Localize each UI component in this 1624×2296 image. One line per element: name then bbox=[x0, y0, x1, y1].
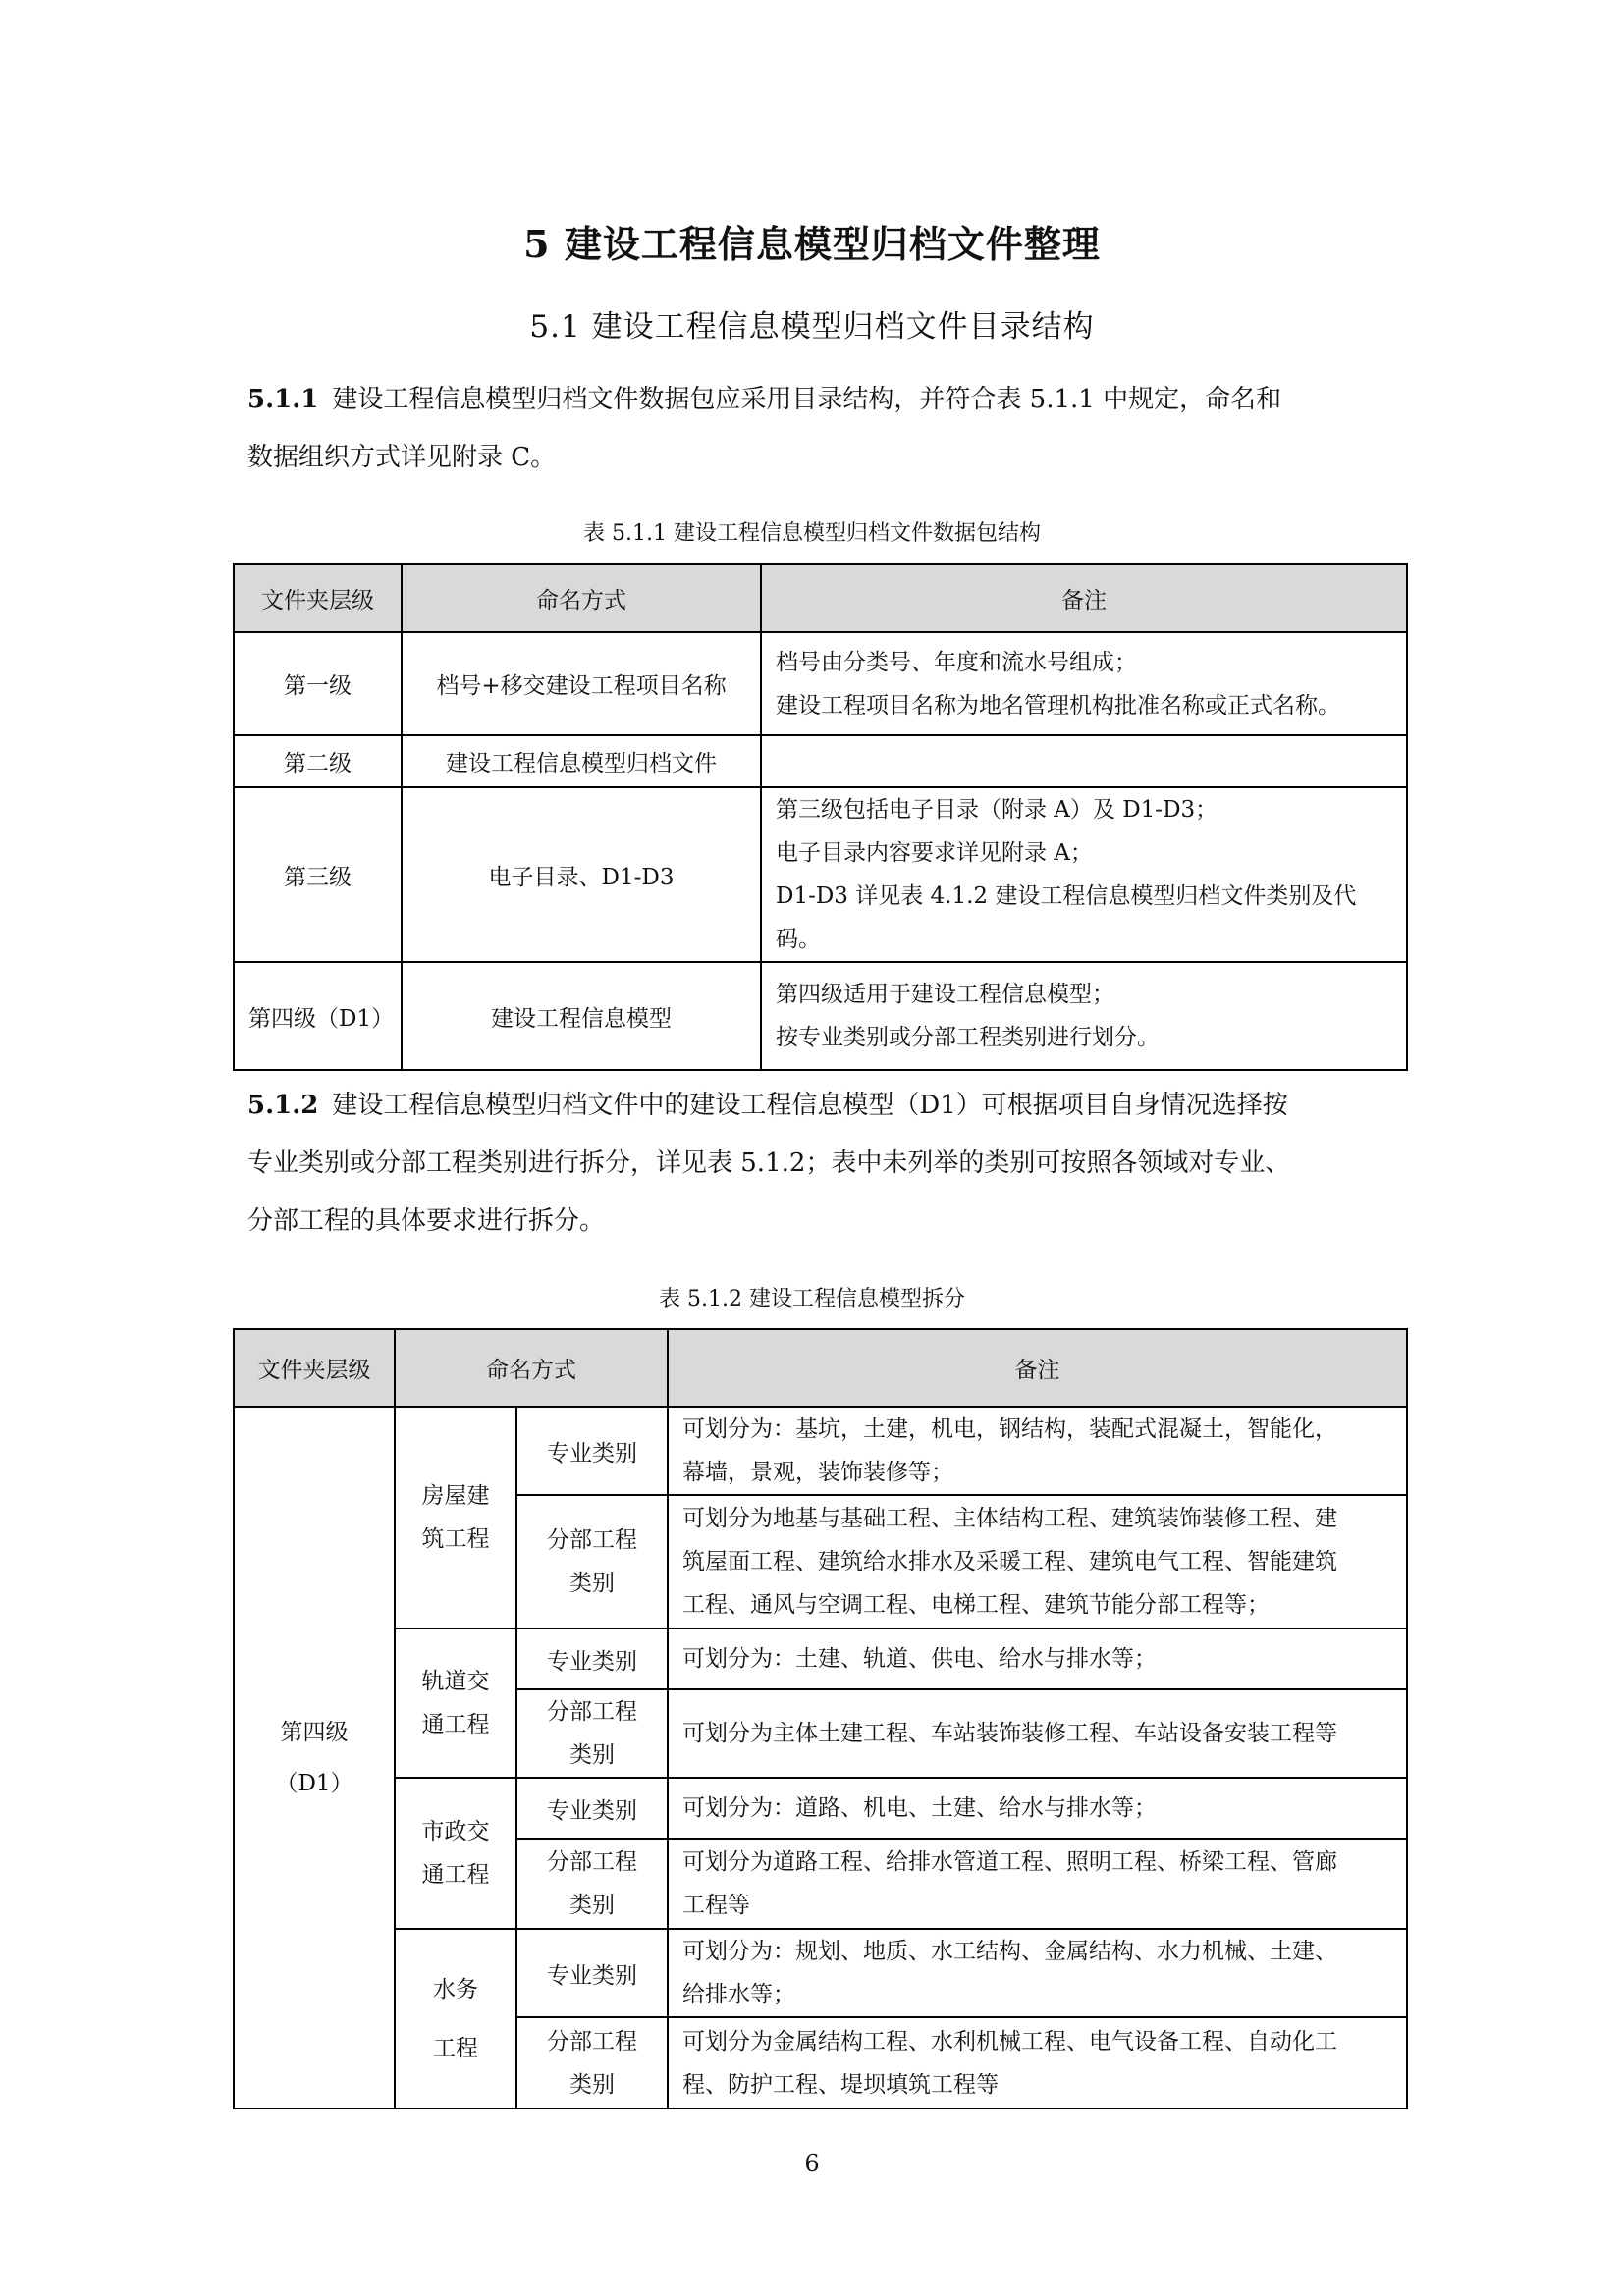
level-cell: 第四级（D1） bbox=[234, 962, 402, 1070]
category-cell bbox=[395, 1929, 516, 2109]
paragraph-line: 数据组织方式详见附录 C。 bbox=[247, 443, 557, 472]
table-row bbox=[234, 1929, 1407, 2017]
level-line: 第四级 bbox=[280, 1719, 349, 1745]
header-cell: 备注 bbox=[668, 1329, 1407, 1407]
table-header-row bbox=[234, 1329, 1407, 1407]
notes-cell bbox=[761, 787, 1407, 962]
note-line: 可划分为主体土建工程、车站装饰装修工程、车站设备安装工程等 bbox=[682, 1721, 1337, 1746]
table-header-row bbox=[234, 564, 1407, 632]
category-line: 通工程 bbox=[421, 1712, 490, 1737]
category-cell bbox=[395, 1407, 516, 1629]
note-line: 建设工程项目名称为地名管理机构批准名称或正式名称。 bbox=[776, 692, 1340, 719]
note-line: 可划分为：土建、轨道、供电、给水与排水等； bbox=[682, 1646, 1157, 1672]
category-cell bbox=[395, 1778, 516, 1929]
category-line: 轨道交 bbox=[421, 1669, 490, 1694]
type-line: 类别 bbox=[569, 1742, 615, 1768]
type-cell: 专业类别 bbox=[516, 1929, 668, 2017]
type-line: 类别 bbox=[569, 2071, 615, 2098]
level-cell: 第三级 bbox=[234, 787, 402, 962]
paragraph-5-1-1 bbox=[247, 371, 1401, 487]
paragraph-line: 专业类别或分部工程类别进行拆分，详见表 5.1.2；表中未列举的类别可按照各领域对专业、 bbox=[247, 1148, 1291, 1178]
level-cell bbox=[234, 1407, 395, 2109]
note-line: 幕墙，景观，装饰装修等； bbox=[682, 1460, 953, 1485]
table-caption: 表 5.1.1 建设工程信息模型归档文件数据包结构 bbox=[583, 521, 1041, 546]
type-cell bbox=[516, 1689, 668, 1778]
note-line: 第四级适用于建设工程信息模型； bbox=[776, 982, 1114, 1007]
note-line: 码。 bbox=[776, 927, 821, 952]
naming-cell: 档号+移交建设工程项目名称 bbox=[402, 632, 761, 735]
note-line: 可划分为：规划、地质、水工结构、金属结构、水力机械、土建、 bbox=[682, 1939, 1337, 1964]
notes-cell bbox=[668, 1839, 1407, 1929]
type-line: 分部工程 bbox=[547, 2028, 637, 2055]
type-line: 分部工程 bbox=[547, 1527, 637, 1553]
notes-cell bbox=[668, 1689, 1407, 1778]
category-line: 筑工程 bbox=[421, 1526, 490, 1552]
clause-number: 5.1.1 bbox=[247, 385, 319, 414]
table-row bbox=[234, 962, 1407, 1070]
note-line: 第三级包括电子目录（附录 A）及 D1-D3； bbox=[776, 797, 1218, 823]
note-line: 可划分为：道路、机电、土建、给水与排水等； bbox=[682, 1795, 1157, 1821]
level-cell: 第一级 bbox=[234, 632, 402, 735]
type-line: 分部工程 bbox=[547, 1849, 637, 1875]
notes-cell bbox=[761, 632, 1407, 735]
type-cell: 专业类别 bbox=[516, 1629, 668, 1689]
note-line: 按专业类别或分部工程类别进行划分。 bbox=[776, 1025, 1160, 1050]
header-cell: 命名方式 bbox=[395, 1329, 668, 1407]
notes-cell bbox=[668, 1407, 1407, 1495]
header-cell: 备注 bbox=[761, 564, 1407, 632]
note-line: 可划分为金属结构工程、水利机械工程、电气设备工程、自动化工 bbox=[682, 2028, 1337, 2055]
category-cell bbox=[395, 1629, 516, 1778]
notes-cell bbox=[668, 1629, 1407, 1689]
level-line: （D1） bbox=[275, 1770, 353, 1796]
table-5-1-2 bbox=[233, 1328, 1408, 2109]
type-cell: 专业类别 bbox=[516, 1778, 668, 1839]
note-line: 筑屋面工程、建筑给水排水及采暖工程、建筑电气工程、智能建筑 bbox=[682, 1549, 1337, 1575]
table-row bbox=[234, 1629, 1407, 1689]
type-cell bbox=[516, 1495, 668, 1629]
note-line: 工程、通风与空调工程、电梯工程、建筑节能分部工程等； bbox=[682, 1592, 1270, 1618]
table-row bbox=[234, 1778, 1407, 1839]
header-cell: 文件夹层级 bbox=[234, 564, 402, 632]
type-cell bbox=[516, 1839, 668, 1929]
paragraph-5-1-2 bbox=[247, 1077, 1401, 1251]
note-line: 电子目录内容要求详见附录 A； bbox=[776, 840, 1093, 866]
note-line: 档号由分类号、年度和流水号组成； bbox=[776, 649, 1137, 675]
clause-number: 5.1.2 bbox=[247, 1091, 319, 1120]
type-line: 类别 bbox=[569, 1893, 615, 1918]
paragraph-line: 建设工程信息模型归档文件中的建设工程信息模型（D1）可根据项目自身情况选择按 bbox=[332, 1091, 1288, 1120]
header-cell: 命名方式 bbox=[402, 564, 761, 632]
note-line: 可划分为地基与基础工程、主体结构工程、建筑装饰装修工程、建 bbox=[682, 1506, 1337, 1531]
type-cell bbox=[516, 2017, 668, 2109]
section-title: 5.1 建设工程信息模型归档文件目录结构 bbox=[529, 309, 1095, 345]
type-line: 类别 bbox=[569, 1571, 615, 1596]
header-cell: 文件夹层级 bbox=[234, 1329, 395, 1407]
notes-cell bbox=[761, 735, 1407, 787]
category-line: 通工程 bbox=[421, 1862, 490, 1888]
notes-cell bbox=[761, 962, 1407, 1070]
table-row bbox=[234, 787, 1407, 962]
note-line: 程、防护工程、堤坝填筑工程等 bbox=[682, 2071, 999, 2098]
note-line: 可划分为道路工程、给排水管道工程、照明工程、桥梁工程、管廊 bbox=[682, 1849, 1337, 1875]
note-line: 工程等 bbox=[682, 1893, 750, 1918]
type-cell: 专业类别 bbox=[516, 1407, 668, 1495]
notes-cell bbox=[668, 1495, 1407, 1629]
table-caption: 表 5.1.2 建设工程信息模型拆分 bbox=[659, 1287, 965, 1311]
table-row bbox=[234, 1407, 1407, 1495]
paragraph-line: 建设工程信息模型归档文件数据包应采用目录结构，并符合表 5.1.1 中规定，命名和 bbox=[332, 385, 1282, 414]
table-row bbox=[234, 632, 1407, 735]
notes-cell bbox=[668, 1929, 1407, 2017]
table-row bbox=[234, 735, 1407, 787]
level-cell: 第二级 bbox=[234, 735, 402, 787]
type-line: 分部工程 bbox=[547, 1699, 637, 1725]
note-line: D1-D3 详见表 4.1.2 建设工程信息模型归档文件类别及代 bbox=[776, 883, 1357, 909]
naming-cell: 建设工程信息模型归档文件 bbox=[402, 735, 761, 787]
paragraph-line: 分部工程的具体要求进行拆分。 bbox=[247, 1206, 606, 1236]
notes-cell bbox=[668, 2017, 1407, 2109]
page-number: 6 bbox=[804, 2150, 820, 2177]
note-line: 给排水等； bbox=[682, 1982, 795, 2007]
note-line: 可划分为：基坑，土建，机电，钢结构，装配式混凝土，智能化， bbox=[682, 1416, 1337, 1442]
category-line: 市政交 bbox=[421, 1819, 490, 1844]
category-line: 房屋建 bbox=[421, 1483, 490, 1509]
naming-cell: 电子目录、D1-D3 bbox=[402, 787, 761, 962]
table-5-1-1 bbox=[233, 563, 1408, 1071]
category-line: 水务 bbox=[433, 1976, 478, 2002]
category-line: 工程 bbox=[433, 2035, 478, 2061]
naming-cell: 建设工程信息模型 bbox=[402, 962, 761, 1070]
notes-cell bbox=[668, 1778, 1407, 1839]
chapter-title: 5 建设工程信息模型归档文件整理 bbox=[523, 222, 1101, 266]
